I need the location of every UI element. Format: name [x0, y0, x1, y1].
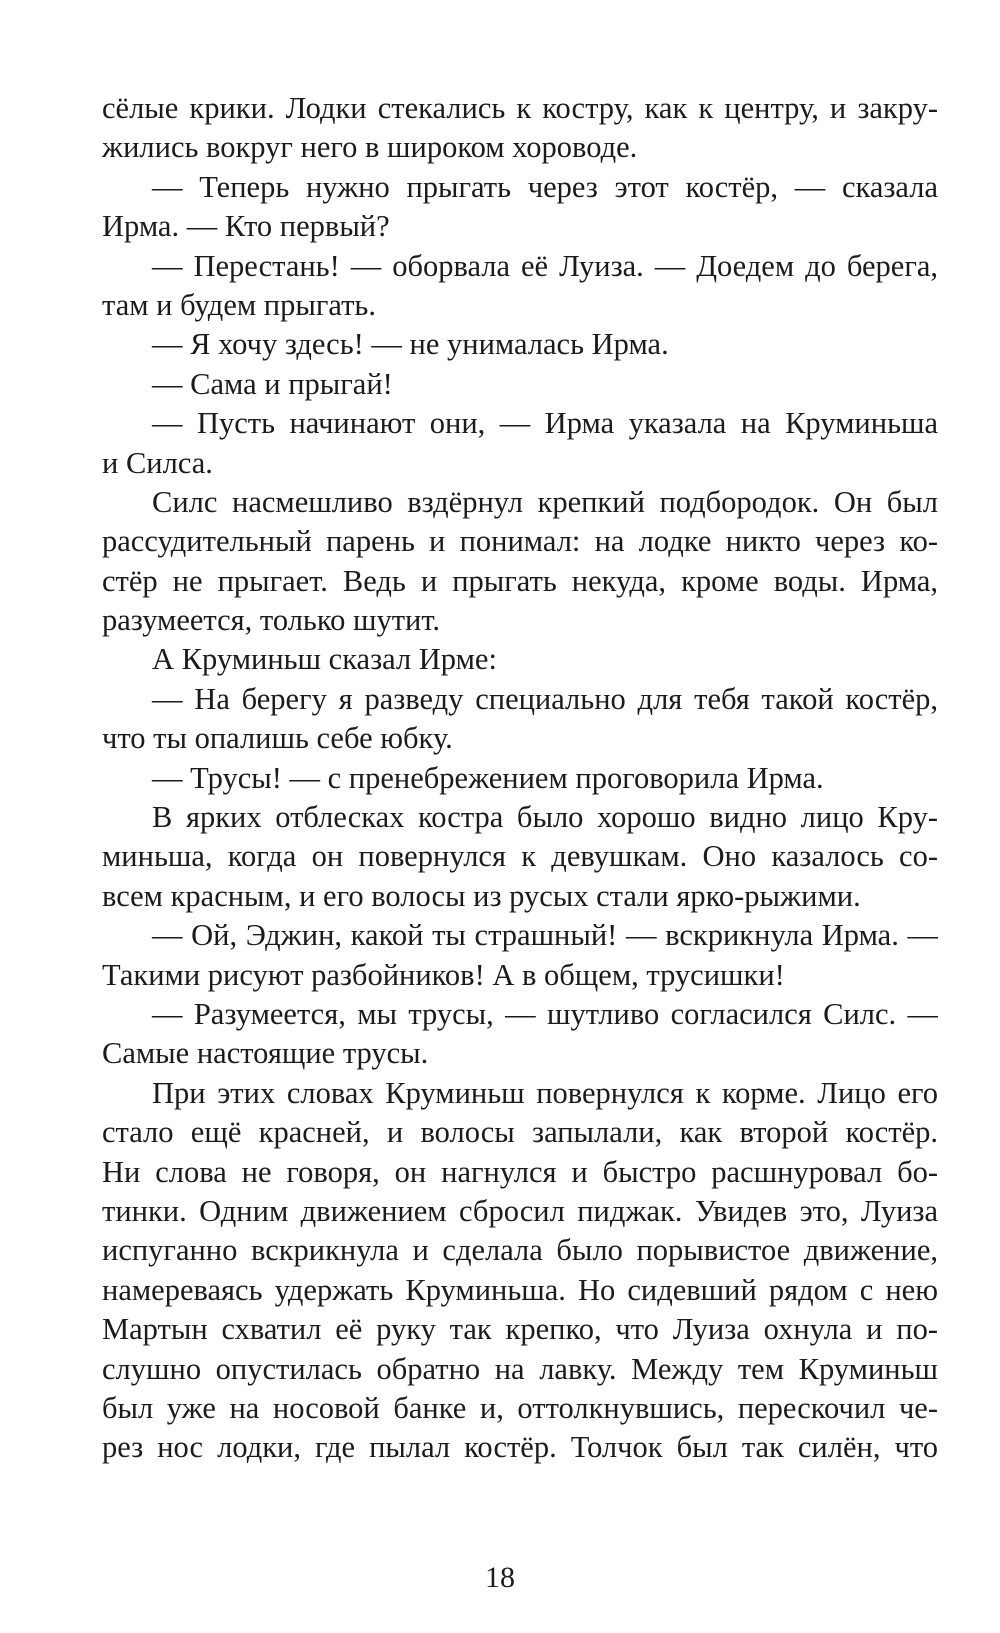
text-line: — Ой, Эджин, какой ты страшный! — вскрикнула Ирма. — — [152, 918, 938, 953]
text-line: — На берегу я разведу специально для тебя такой костёр, — [152, 681, 938, 716]
text-line: тинки. Одним движением сбросил пиджак. Увидев это, Луиза — [102, 1193, 938, 1228]
text-line: стало ещё красней, и волосы запылали, как второй костёр. — [102, 1115, 938, 1150]
text-line: миньша, когда он повернулся к девушкам. Оно казалось со- — [102, 839, 938, 874]
text-line: слушно опустилась обратно на лавку. Между тем Круминьш — [102, 1351, 938, 1386]
text-line: разумеется, только шутит. — [102, 603, 441, 638]
body-text — [102, 89, 938, 1468]
text-line: испуганно вскрикнула и сделала было порывистое движение, — [102, 1233, 938, 1268]
text-line: — Трусы! — с пренебрежением проговорила Ирма. — [152, 760, 824, 795]
text-line: рассудительный парень и понимал: на лодке никто через ко- — [102, 524, 938, 559]
text-line: намереваясь удержать Круминьша. Но сидевший рядом с нею — [102, 1272, 938, 1307]
text-line: — Пусть начинают они, — Ирма указала на Круминьша — [152, 406, 938, 441]
text-line: жились вокруг него в широком хороводе. — [102, 130, 638, 165]
text-line: — Я хочу здесь! — не унималась Ирма. — [152, 327, 669, 362]
text-line: — Сама и прыгай! — [152, 366, 393, 401]
page-number: 18 — [485, 1561, 515, 1594]
text-line: стёр не прыгает. Ведь и прыгать некуда, кроме воды. Ирма, — [102, 563, 938, 598]
text-line: был уже на носовой банке и, оттолкнувшись, перескочил че- — [102, 1390, 938, 1425]
text-line: Мартын схватил её руку так крепко, что Луиза охнула и по- — [102, 1312, 938, 1347]
text-line: Ирма. — Кто первый? — [102, 209, 390, 244]
text-line: Такими рисуют разбойников! А в общем, трусишки! — [102, 957, 785, 992]
text-line: Силс насмешливо вздёрнул крепкий подбородок. Он был — [152, 484, 938, 519]
text-line: При этих словах Круминьш повернулся к корме. Лицо его — [152, 1075, 938, 1110]
text-line: там и будем прыгать. — [102, 287, 376, 322]
text-line: Самые настоящие трусы. — [102, 1036, 429, 1071]
text-line: что ты опалишь себе юбку. — [102, 721, 453, 756]
text-line: — Теперь нужно прыгать через этот костёр, — сказала — [152, 169, 938, 204]
text-line: всем красным, и его волосы из русых стали ярко-рыжими. — [102, 878, 861, 913]
text-line: рез нос лодки, где пылал костёр. Толчок был так силён, что — [102, 1430, 938, 1465]
text-line: — Разумеется, мы трусы, — шутливо согласился Силс. — — [152, 996, 938, 1031]
text-line: — Перестань! — оборвала её Луиза. — Доедем до берега, — [152, 248, 938, 283]
text-line: Ни слова не говоря, он нагнулся и быстро расшнуровал бо- — [102, 1154, 938, 1189]
text-line: и Силса. — [102, 445, 213, 480]
text-line: В ярких отблесках костра было хорошо видно лицо Кру- — [152, 800, 938, 835]
text-line: сёлые крики. Лодки стекались к костру, как к центру, и закру- — [102, 91, 938, 125]
text-line: А Круминьш сказал Ирме: — [152, 642, 497, 677]
